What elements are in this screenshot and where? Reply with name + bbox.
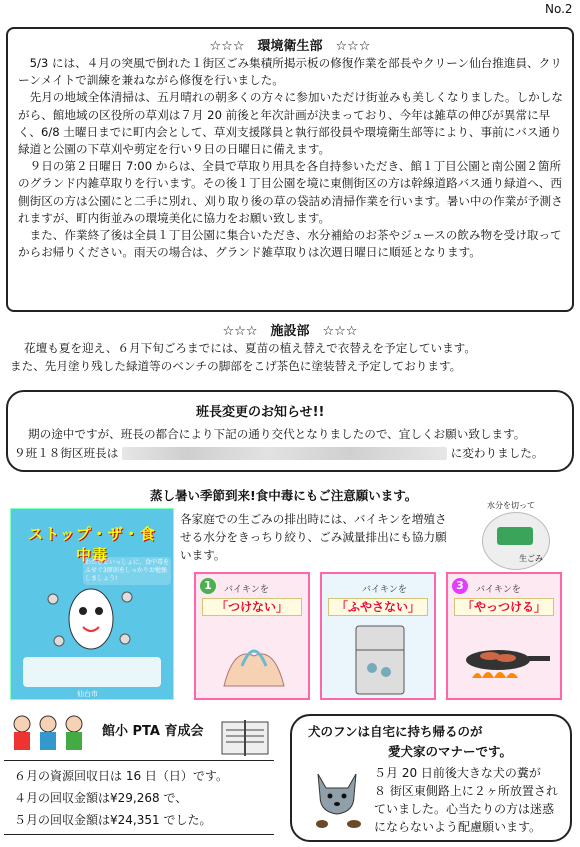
stop-food-poisoning-poster [10,508,174,700]
garbage-illustration [482,512,550,570]
hands-icon [214,626,294,692]
dog-title: 犬のフンは自宅に持ち帰るのが [308,724,483,739]
pta-line: ５月の回収金額は¥24,351 でした。 [14,813,212,827]
food-poisoning-text: 各家庭での生ごみの排出時には、バイキンを増殖させる水分をきっちり絞り、ごみ減量排出にも協力願います。 [180,512,447,562]
panel-fuyasanai [320,572,436,700]
panel-label: 「ふやさない」 [328,598,428,616]
pta-section [4,710,282,840]
panel-prefix: バイキンを [362,585,407,595]
facilities-line: また、先月塗り残した緑道等のベンチの脚部をこげ茶色に塗装替え予定しております。 [10,359,462,373]
poster-footer: 仙台市 [77,690,98,698]
sponge-icon [497,527,533,545]
panel-number: 1 [200,578,216,594]
leader-change-box [6,390,574,472]
dog-line: にならないよう配慮願います。 [374,820,542,834]
sanitation-paragraph: 先月の地域全体清掃は、五月晴れの朝多くの方々に参加いただけ街並みも美しくなりました。しかしながら、館地域の区役所の草刈は７月 20 前後と年次計画が決まっており、今年は雑草の伸びが異常に早く、6/8 土曜日までに町内会として、草刈支援隊員と執行部役員や環境衛生部等により、事前にバス通り緑道と公園の下草刈や剪定を行い９日の日曜日に備えます。 [18,90,563,157]
leader-change-line: 期の途中ですが、班長の都合により下記の通り交代となりましたので、宜しくお願い致します。 [28,427,526,441]
panel-tsukenai [194,572,310,700]
leader-change-title: 班長変更のお知らせ!! [196,405,325,420]
poster-title: ストップ・ザ・食中毒 [28,525,156,564]
dog-line: ８ 街区東側路上に２ヶ所放置され [374,784,558,798]
dog-line: ていました。心当たりの方は迷惑 [374,802,555,816]
pta-title: 館小 PTA 育成会 [102,724,204,739]
pta-underline [4,760,274,761]
dog-title: 愛犬家のマナーです。 [388,744,513,759]
sanitation-title: ☆☆☆ 環境衛生部 ☆☆☆ [209,39,371,54]
sponge-caption: 水分を切って [487,501,535,510]
leader-change-line2 [14,445,570,463]
sanitation-paragraph: ９日の第２日曜日 7:00 からは、全員で草取り用具を各自持参いただき、館１丁目公園と南公園２箇所のグランド内雑草取りを行います。その後１丁目公園を境に東側街区の方は幹線道路バス通り緑道へ、西側街区の方は公園にと二手に別れ、刈り取り後の草の袋詰め清掃作業を行います。暑い中の作業が予測されますが、町内街並みの環境美化に協力をお願い致します。 [18,159,563,225]
leader-change-prefix: ９班１８街区班長は [14,446,119,460]
panel-prefix: バイキンを [476,585,521,595]
sanitation-paragraph: また、作業終了後は全員１丁目公園に集合いただき、水分補給のお茶やジュースの飲み物を受け取ってからお帰りください。雨天の場合は、グランド雑草取りは次週日曜日に順延となります。 [18,228,562,260]
sanitation-section [6,27,574,312]
panel-yattsukeru [446,572,562,700]
sanitation-paragraph: 5/3 には、４月の突風で倒れた１街区ごみ集積所掲示板の修復作業を部長やクリーン仙台推進員、クリーンメイトで訓練を兼ねながら修復を行いました。 [18,56,562,88]
redacted-name [122,447,447,460]
dog-manners-box [290,714,572,842]
mascot-illustration [41,569,141,659]
panel-label: 「やっつける」 [454,598,554,616]
leader-change-suffix: に変わりました。 [450,446,544,460]
frying-pan-icon [460,638,552,694]
poster-subtitle: わたしといっしょに、食中毒をふせぐ3原則をしっかりお勉強しましょう! [83,557,171,585]
pta-line: ６月の資源回収日は 16 日（日）です。 [14,769,228,783]
pta-line: ４月の回収金額は¥29,268 で、 [14,791,188,805]
garbage-label: 生ごみ [519,554,543,563]
food-poisoning-headline: 蒸し暑い季節到来!食中毒にもご注意願います。 [150,488,418,503]
panel-prefix: バイキンを [224,585,269,595]
page-number: No.2 [545,2,573,16]
facilities-title: ☆☆☆ 施設部 ☆☆☆ [222,324,358,339]
sanitation-body [18,55,566,261]
dog-line: ５月 20 日前後大きな犬の糞が [374,766,541,780]
panel-number: 3 [452,578,468,594]
facilities-line: 花壇も夏を迎え、６月下旬ごろまでには、夏苗の植え替えで衣替えを予定しています。 [24,341,476,355]
children-icon [8,712,94,752]
refrigerator-icon [352,624,408,696]
pta-bottom-rule [4,834,274,835]
dog-icon [308,766,366,830]
panel-label: 「つけない」 [202,598,302,616]
poster-rules-card [23,657,161,687]
newspaper-bundle-icon [218,716,272,760]
